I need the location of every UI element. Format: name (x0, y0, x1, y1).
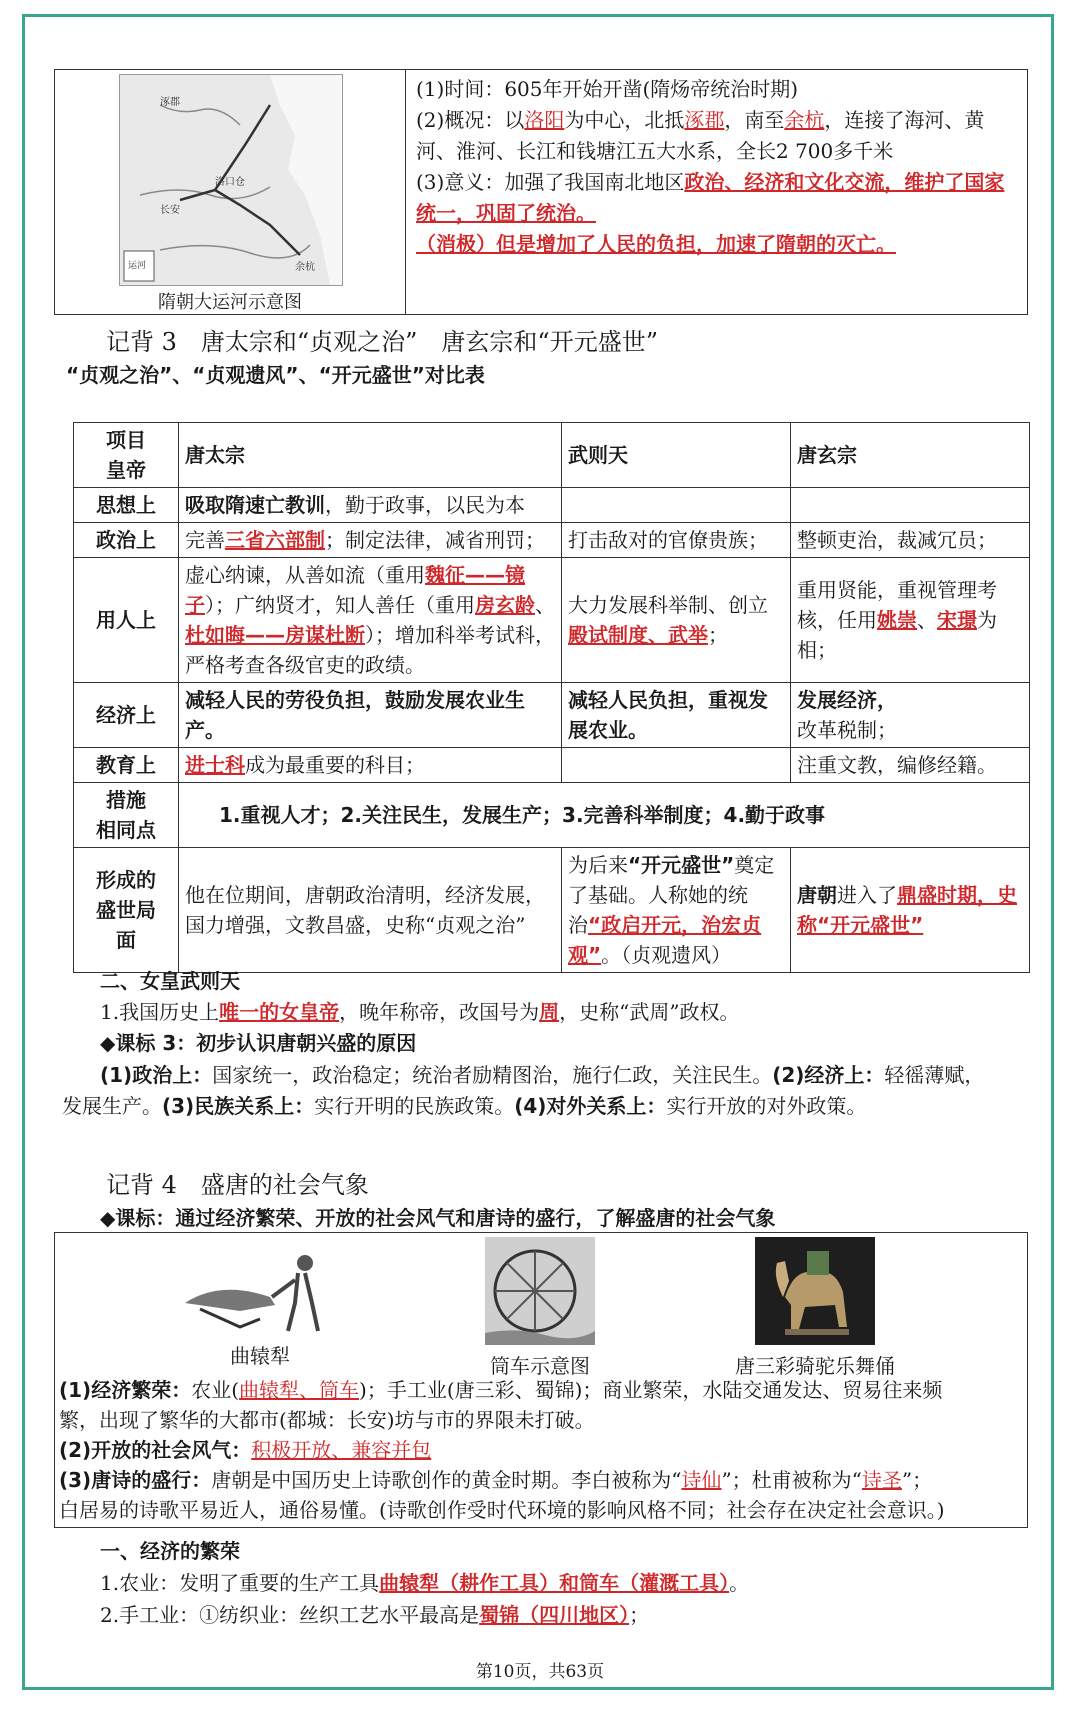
header-cell: 项目 皇帝 (74, 423, 179, 488)
table-cell: 发展经济， 改革税制； (791, 683, 1030, 748)
row-label: 措施 相同点 (74, 783, 179, 848)
table-row (74, 683, 1030, 748)
plow-icon (180, 1245, 340, 1335)
prosperity-text (59, 1375, 1021, 1525)
header-cell: 武则天 (562, 423, 791, 488)
waterwheel-icon (485, 1237, 595, 1345)
page-number: 第10页，共63页 (475, 1662, 605, 1682)
row-label: 政治上 (74, 523, 179, 558)
camel-figure (695, 1237, 935, 1379)
comparison-table (73, 422, 1030, 973)
table-cell: 注重文教，编修经籍。 (791, 748, 1030, 783)
table-cell: 大力发展科举制、创立殿试制度、武举； (562, 558, 791, 683)
table-cell (562, 748, 791, 783)
table-row (74, 423, 1030, 488)
table-cell (562, 488, 791, 523)
table-cell: 减轻人民的劳役负担，鼓励发展农业生产。 (179, 683, 562, 748)
canal-map-cell (55, 70, 406, 314)
table-cell (791, 488, 1030, 523)
map-label: 长安 (160, 205, 180, 216)
box-line: (1)经济繁荣：农业(曲辕犁、筒车)；手工业(唐三彩、蜀锦)；商业繁荣，水陆交通发达、贸易往来频 (59, 1378, 943, 1402)
table-cell: 打击敌对的官僚贵族； (562, 523, 791, 558)
plow-figure (155, 1245, 365, 1369)
section-heading-4: 记背 4 盛唐的社会气象 (106, 1171, 369, 1199)
table-cell: 重用贤能，重视管理考核，任用姚崇、宋璟为相； (791, 558, 1030, 683)
grand-canal-box (54, 69, 1028, 315)
row-label: 思想上 (74, 488, 179, 523)
table-cell: 为后来“开元盛世”奠定了基础。人称她的统治“政启开元，治宏贞观”。（贞观遗风） (562, 848, 791, 973)
econ-line-2: 2.手工业：①纺织业：丝织工艺水平最高是蜀锦（四川地区）； (100, 1603, 650, 1627)
reasons-line-2: 发展生产。(3)民族关系上：实行开明的民族政策。(4)对外关系上：实行开放的对外政策。 (62, 1094, 867, 1118)
prosperity-box (54, 1232, 1028, 1528)
header-cell: 唐玄宗 (791, 423, 1030, 488)
table-cell: 完善三省六部制；制定法律，减省刑罚； (179, 523, 562, 558)
table-cell: 1.重视人才；2.关注民生，发展生产；3.完善科举制度；4.勤于政事 (179, 783, 1030, 848)
table-row (74, 748, 1030, 783)
table-row (74, 848, 1030, 973)
table-cell: 减轻人民负担，重视发展农业。 (562, 683, 791, 748)
table-cell: 进士科成为最重要的科目； (179, 748, 562, 783)
canal-map-drawing (120, 75, 342, 285)
reasons-line-1: (1)政治上：国家统一，政治稳定；统治者励精图治，施行仁政，关注民生。(2)经济上：轻徭薄赋， (100, 1063, 985, 1087)
row-label: 用人上 (74, 558, 179, 683)
canal-map (119, 74, 343, 286)
canal-negative: （消极）但是增加了人民的负担，加速了隋朝的灭亡。 (416, 232, 896, 256)
map-label: 余杭 (295, 262, 315, 273)
table-cell: 唐朝进入了鼎盛时期，史称“开元盛世” (791, 848, 1030, 973)
map-label: 涿郡 (160, 97, 180, 108)
wu-line: 1.我国历史上唯一的女皇帝，晚年称帝，改国号为周，史称“武周”政权。 (100, 1000, 740, 1024)
econ-line-1: 1.农业：发明了重要的生产工具曲辕犁（耕作工具）和筒车（灌溉工具）。 (100, 1571, 750, 1595)
camel-icon (755, 1237, 875, 1345)
map-caption: 隋朝大运河示意图 (158, 292, 302, 313)
section-heading-3: 记背 3 唐太宗和“贞观之治” 唐玄宗和“开元盛世” (106, 328, 658, 356)
figure-caption: 曲辕犁 (230, 1344, 290, 1368)
box-line: (3)唐诗的盛行：唐朝是中国历史上诗歌创作的黄金时期。李白被称为“诗仙”；杜甫被称为“诗圣”； (59, 1468, 933, 1492)
table-cell: 整顿吏治，裁减冗员； (791, 523, 1030, 558)
row-label: 形成的 盛世局 面 (74, 848, 179, 973)
figure-caption: 唐三彩骑驼乐舞俑 (735, 1354, 895, 1378)
figure-caption: 筒车示意图 (490, 1354, 590, 1378)
section-heading-econ: 一、经济的繁荣 (100, 1539, 240, 1563)
table-row (74, 558, 1030, 683)
table-row (74, 783, 1030, 848)
curriculum-standard-4: ◆课标：通过经济繁荣、开放的社会风气和唐诗的盛行，了解盛唐的社会气象 (100, 1206, 776, 1230)
row-label: 经济上 (74, 683, 179, 748)
curriculum-standard-3: ◆课标 3：初步认识唐朝兴盛的原因 (100, 1031, 417, 1055)
table-row (74, 488, 1030, 523)
section-heading-wu: 二、女皇武则天 (100, 969, 240, 993)
canal-time: (1)时间：605年开始开凿(隋炀帝统治时期) (416, 77, 799, 101)
table-cell: 吸取隋速亡教训，勤于政事，以民为本 (179, 488, 562, 523)
map-label: 洛口仓 (215, 177, 245, 188)
box-line: (2)开放的社会风气：积极开放、兼容并包 (59, 1438, 432, 1462)
canal-overview: (2)概况：以洛阳为中心，北抵涿郡，南至余杭，连接了海河、黄河、淮河、长江和钱塘江五大水系，全长2 700多千米 (416, 108, 985, 163)
table-title: “贞观之治”、“贞观遗风”、“开元盛世”对比表 (66, 363, 485, 387)
box-line: 繁，出现了繁华的大都市(都城：长安)坊与市的界限未打破。 (59, 1408, 595, 1432)
canal-significance: (3)意义：加强了我国南北地区政治、经济和文化交流，维护了国家统一，巩固了统治。 (416, 170, 1005, 225)
table-row (74, 523, 1030, 558)
box-line: 白居易的诗歌平易近人，通俗易懂。(诗歌创作受时代环境的影响风格不同；社会存在决定社会意识。) (59, 1498, 945, 1522)
header-cell: 唐太宗 (179, 423, 562, 488)
row-label: 教育上 (74, 748, 179, 783)
map-legend: 运河 (128, 261, 147, 271)
table-cell: 他在位期间，唐朝政治清明，经济发展，国力增强，文教昌盛，史称“贞观之治” (179, 848, 562, 973)
table-cell: 虚心纳谏，从善如流（重用魏征——镜子）；广纳贤才，知人善任（重用房玄龄、杜如晦——房谋杜断）；增加科举考试科，严格考查各级官吏的政绩。 (179, 558, 562, 683)
canal-text (406, 70, 1027, 314)
waterwheel-figure (435, 1237, 645, 1379)
